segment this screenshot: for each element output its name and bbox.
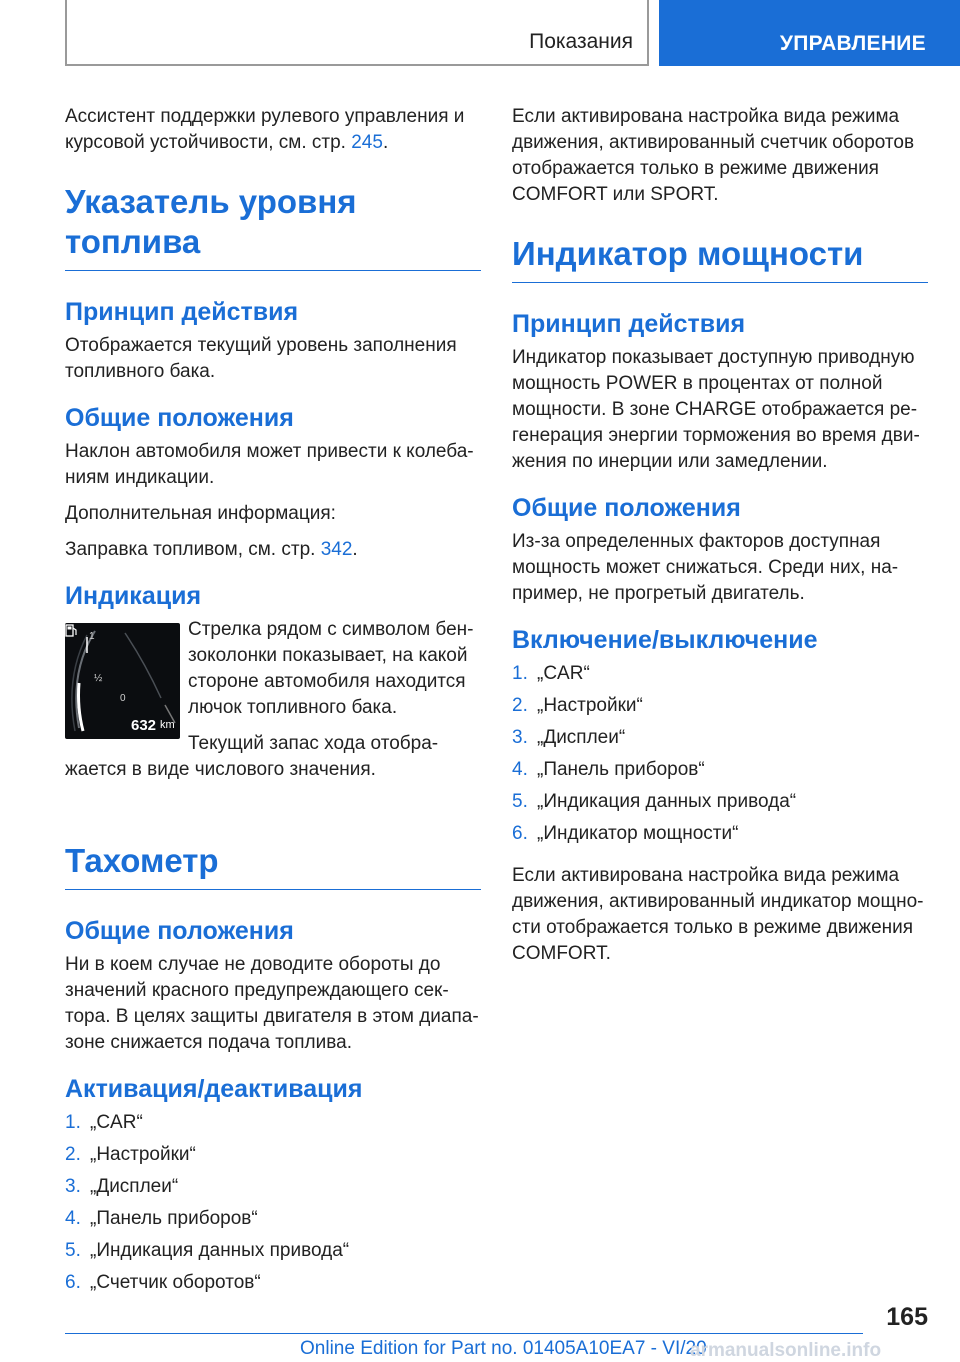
list-item: 6. „Индикатор мощности“ bbox=[512, 823, 739, 844]
principle-text: Отображается текущий уровень заполнения топливного бака. bbox=[65, 335, 457, 382]
subtitle-tacho-general: Общие положения bbox=[65, 917, 294, 945]
footer-edition: Online Edition for Part no. 01405A10EA7 - VI/20 bbox=[300, 1338, 707, 1359]
header-section-tab bbox=[65, 0, 649, 66]
extra-info-label: Дополнительная информация: bbox=[65, 503, 336, 524]
section-title-tacho: Тахометр bbox=[65, 841, 481, 890]
section-title-fuel: Указатель уровня топлива bbox=[65, 182, 481, 271]
list-item: 2. „Настройки“ bbox=[512, 695, 643, 716]
subtitle-display: Индикация bbox=[65, 582, 202, 610]
tacho-general-text: Ни в коем случае не доводите обороты до значений красного предупреждающего сек-тора. В целях защиты двигателя в этом диапа-зоне снижается подача топлива. bbox=[65, 954, 479, 1053]
page-number: 165 bbox=[886, 1303, 928, 1331]
subtitle-power-principle: Принцип действия bbox=[512, 310, 746, 338]
power-principle-text: Индикатор показывает доступную приводную мощность POWER в процентах от полной мощности. В зоне CHARGE отображается ре-генерация энергии торможения во время дви-жения по инерции или замедлении. bbox=[512, 347, 920, 472]
subtitle-switch: Включение/выключение bbox=[512, 626, 818, 654]
section-title-power: Индикатор мощности bbox=[512, 234, 928, 283]
list-item: 3. „Дисплеи“ bbox=[512, 727, 626, 748]
display-text-2: Текущий запас хода отобра-жается в виде числового значения. bbox=[65, 733, 439, 780]
subtitle-general: Общие положения bbox=[65, 404, 294, 432]
refuel-paragraph: Заправка топливом, см. стр. 342. bbox=[65, 539, 358, 560]
header-chapter-tab bbox=[659, 0, 960, 66]
right-outro-text: Если активирована настройка вида режима движения, активированный индикатор мощно-сти отображается только в режиме движения COMFORT. bbox=[512, 865, 924, 964]
gauge-tick-full: 1 bbox=[89, 631, 95, 642]
range-value: 632 bbox=[131, 717, 157, 734]
left-column bbox=[65, 104, 481, 1312]
fuel-gauge-image bbox=[65, 623, 180, 739]
subtitle-principle: Принцип действия bbox=[65, 298, 299, 326]
watermark: armanualsonline.info bbox=[690, 1340, 882, 1361]
gauge-tick-empty: 0 bbox=[120, 693, 126, 704]
display-text-1: Стрелка рядом с символом бен-зоколонки показывает, на какой стороне автомобиля находится лючок топливного бака. bbox=[188, 619, 474, 718]
display-block bbox=[65, 617, 481, 793]
subtitle-activation: Активация/деактивация bbox=[65, 1075, 363, 1103]
right-column bbox=[512, 104, 928, 977]
list-item: 4. „Панель приборов“ bbox=[512, 759, 705, 780]
switch-steps bbox=[512, 661, 928, 853]
right-intro-text: Если активирована настройка вида режима движения, активированный счетчик оборотов отображается только в режиме движения COMFORT или SPORT. bbox=[512, 106, 915, 205]
list-item: 2. „Настройки“ bbox=[65, 1144, 196, 1165]
header-chapter-label: УПРАВЛЕНИЕ bbox=[779, 32, 926, 55]
list-item: 6. „Счетчик оборотов“ bbox=[65, 1272, 261, 1293]
power-general-text: Из-за определенных факторов доступная мощность может снижаться. Среди них, на-пример, не прогретый двигатель. bbox=[512, 531, 899, 604]
fuel-pump-icon bbox=[65, 623, 79, 637]
page-link-245[interactable]: 245 bbox=[351, 132, 383, 153]
list-item: 5. „Индикация данных привода“ bbox=[65, 1240, 350, 1261]
footer-divider bbox=[65, 1333, 863, 1334]
header-section-label: Показания bbox=[529, 30, 633, 53]
intro-paragraph: Ассистент поддержки рулевого управления и курсовой устойчивости, см. стр. 245. bbox=[65, 106, 465, 153]
page-link-342[interactable]: 342 bbox=[320, 539, 353, 560]
subtitle-power-general: Общие положения bbox=[512, 494, 741, 522]
range-unit: km bbox=[160, 719, 175, 731]
list-item: 4. „Панель приборов“ bbox=[65, 1208, 258, 1229]
list-item: 1. „CAR“ bbox=[512, 663, 590, 684]
activation-steps bbox=[65, 1110, 481, 1302]
list-item: 5. „Индикация данных привода“ bbox=[512, 791, 797, 812]
general-text: Наклон автомобиля может привести к колеба-ниям индикации. bbox=[65, 441, 474, 488]
list-item: 3. „Дисплеи“ bbox=[65, 1176, 179, 1197]
gauge-tick-half: ½ bbox=[94, 673, 103, 684]
list-item: 1. „CAR“ bbox=[65, 1112, 143, 1133]
